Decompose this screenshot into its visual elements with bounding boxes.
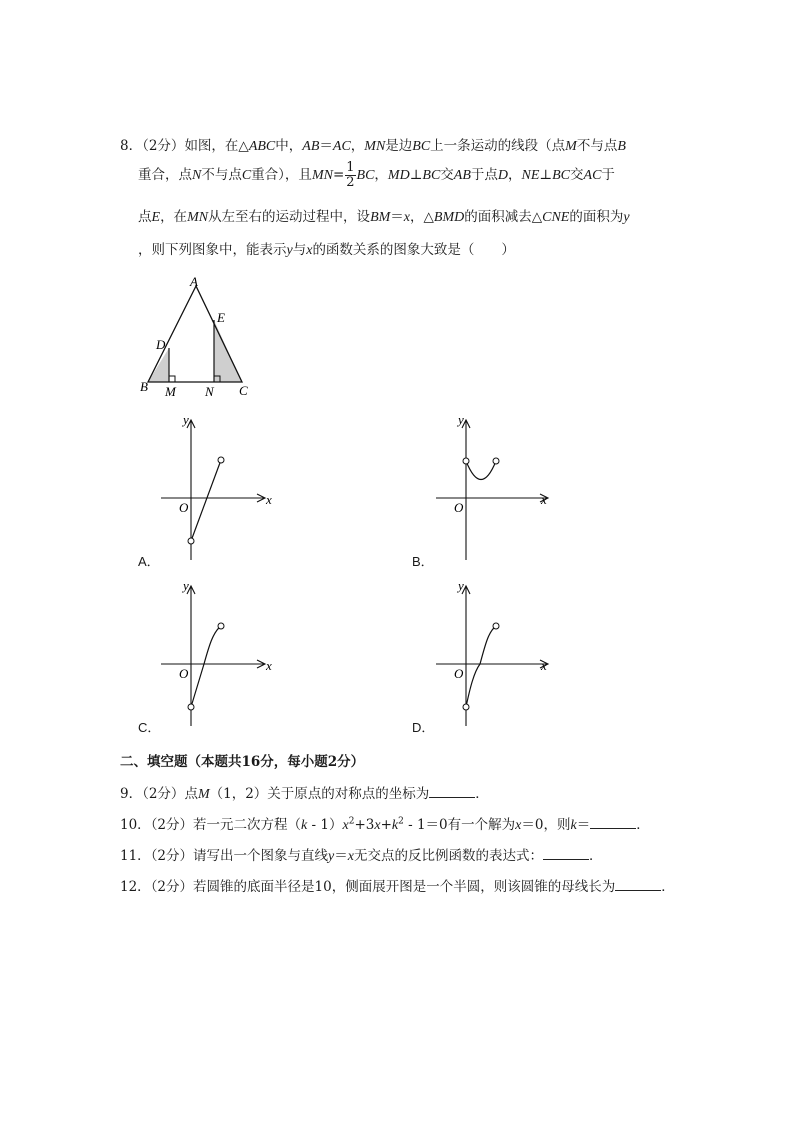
label-y: y xyxy=(458,412,464,427)
label-b: B xyxy=(140,379,148,394)
open-point-start xyxy=(463,458,469,464)
open-point-end xyxy=(493,458,499,464)
label-o: O xyxy=(179,500,189,515)
q9: 9．（2分）点M（1，2）关于原点的对称点的坐标为 ． xyxy=(120,786,489,802)
section-2-title: 二、填空题（本题共16分，每小题2分） xyxy=(120,754,365,770)
label-y: y xyxy=(183,578,189,593)
label-e: E xyxy=(217,310,225,325)
option-c-label[interactable]: C． xyxy=(138,720,161,735)
open-point-end xyxy=(493,623,499,629)
label-x: x xyxy=(266,492,272,507)
label-y: y xyxy=(183,412,189,427)
open-point-end xyxy=(218,623,224,629)
label-d: D xyxy=(156,337,166,352)
label-c: C xyxy=(239,383,248,398)
graph-option-d xyxy=(430,576,560,726)
graph-curve xyxy=(466,461,496,480)
answer-blank[interactable] xyxy=(543,847,589,860)
graph-curve xyxy=(191,626,221,707)
label-o: O xyxy=(454,500,464,515)
q8-line2: 重合，点N不与点C重合），且MN= $\frac{1}{2}$ BC，MD⊥BC交AB于点D，NE⊥BC交AC于 xyxy=(138,160,615,190)
option-d-label[interactable]: D． xyxy=(412,720,435,735)
label-y: y xyxy=(458,578,464,593)
answer-blank[interactable] xyxy=(429,785,475,798)
graph-option-c xyxy=(155,576,285,726)
label-o: O xyxy=(179,666,189,681)
label-o: O xyxy=(454,666,464,681)
open-point-start xyxy=(188,538,194,544)
q8-line3: 点E，在MN从左至右的运动过程中，设BM＝x，△BMD的面积减去△CNE的面积为y xyxy=(138,209,630,225)
graph-line xyxy=(191,460,221,541)
graph-option-b xyxy=(430,410,560,560)
label-x: x xyxy=(541,492,547,507)
label-n: N xyxy=(205,384,214,399)
answer-blank[interactable] xyxy=(590,816,636,829)
graph-curve xyxy=(466,626,496,707)
graph-option-a xyxy=(155,410,285,560)
option-b-label[interactable]: B． xyxy=(412,554,434,569)
q8-line4: ，则下列图象中，能表示y与x的函数关系的图象大致是（ ） xyxy=(138,242,515,258)
answer-blank[interactable] xyxy=(615,878,661,891)
label-x: x xyxy=(541,658,547,673)
label-x: x xyxy=(266,658,272,673)
option-a-label[interactable]: A． xyxy=(138,554,160,569)
label-m: M xyxy=(165,384,176,399)
open-point-start xyxy=(463,704,469,710)
right-angle-m xyxy=(169,376,175,382)
open-point-start xyxy=(188,704,194,710)
fraction-half: $\frac{1}{2}$ xyxy=(346,160,355,190)
q11: 11．（2分）请写出一个图象与直线y＝x无交点的反比例函数的表达式： ． xyxy=(120,848,603,864)
q12: 12．（2分）若圆锥的底面半径是10，侧面展开图是一个半圆，则该圆锥的母线长为 ． xyxy=(120,879,675,895)
q10: 10．（2分）若一元二次方程$(k - 1)x^2+3x+k^2 - 1=0$有一个解为x＝0，则k＝ ． xyxy=(120,816,650,833)
label-a: A xyxy=(190,274,198,289)
triangle-figure xyxy=(134,272,254,402)
open-point-end xyxy=(218,457,224,463)
q8-line1: 8．（2分）如图，在△ABC中，AB＝AC，MN是边BC上一条运动的线段（点M不与点B xyxy=(120,138,626,154)
